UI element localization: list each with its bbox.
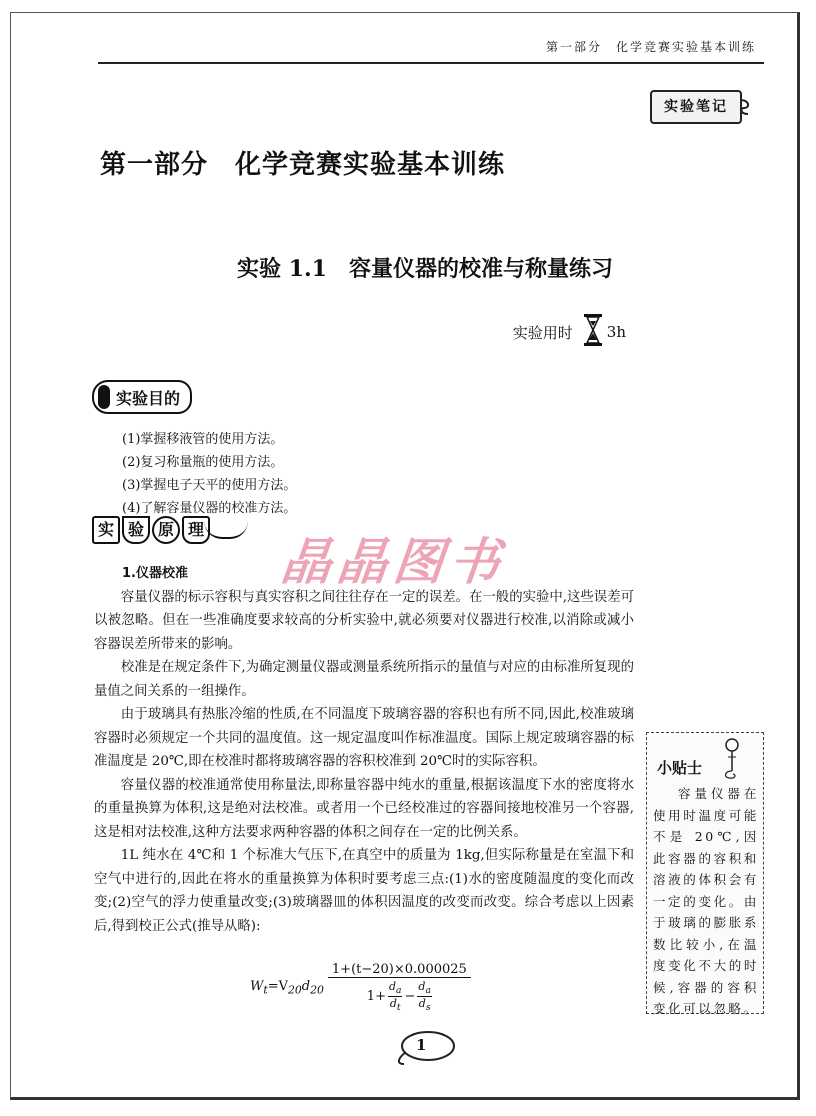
body-paragraph: 容量仪器的标示容积与真实容积之间往往存在一定的误差。在一般的实验中,这些误差可以被忽略。但在一些准确度要求较高的分析实验中,就必须要对仪器进行校准,以消除或减小容器误差所带来的影响。 — [94, 589, 634, 652]
principle-heading — [92, 516, 248, 544]
principle-body — [94, 562, 634, 938]
objective-item: (3)掌握电子天平的使用方法。 — [122, 478, 297, 493]
body-paragraph: 1L 纯水在 4℃和 1 个标准大气压下,在真空中的质量为 1kg,但实际称量是在室温下和空气中进行的,因此在将水的重量换算为体积时要考虑三点:(1)水的密度随温度的变化而改变;(2)空气的浮力使重量改变;(3)玻璃器皿的体积因温度的改变而改变。综合考虑以上因素后,得到校正公式(推导从略): — [94, 848, 634, 934]
running-header — [98, 30, 764, 64]
page-number-badge — [394, 1028, 458, 1068]
objective-item: (2)复习称量瓶的使用方法。 — [122, 455, 284, 470]
part-title: 第一部分 化学竞赛实验基本训练 — [100, 150, 506, 180]
objectives-heading — [92, 380, 192, 414]
scroll-curl-icon — [738, 98, 752, 120]
formula-numerator: 1+(t−20)×0.000025 — [328, 962, 471, 978]
experiment-notes-badge — [642, 86, 752, 126]
running-title: 第一部分 化学竞赛实验基本训练 — [545, 40, 756, 54]
watermark: 晶晶图书 — [278, 532, 509, 591]
experiment-title: 实验 1.1 容量仪器的校准与称量练习 — [237, 256, 613, 282]
flask-char-3: 原 — [152, 516, 180, 544]
objectives-heading-text: 实验目的 — [116, 388, 181, 408]
hourglass-icon — [583, 313, 603, 351]
page-number: 1 — [416, 1036, 427, 1054]
flask-char-1: 实 — [92, 516, 120, 544]
objective-item: (4)了解容量仪器的校准方法。 — [122, 501, 297, 516]
flask-char-4: 理 — [182, 516, 210, 544]
principle-heading-chars — [92, 516, 210, 544]
lightbulb-icon — [719, 737, 745, 785]
objectives-list — [122, 428, 296, 520]
notes-badge-label: 实验笔记 — [650, 90, 742, 124]
flask-char-2: 验 — [122, 516, 150, 544]
tip-text: 容量仪器在使用时温度可能不是 20℃,因此容器的容积和溶液的体积会有一定的变化。由于玻璃的膨胀系数比较小,在温度变化不大的时候,容器的容积变化可以忽略。 — [653, 786, 759, 1016]
formula-fraction — [328, 962, 471, 1013]
tip-box — [646, 732, 764, 1014]
body-paragraph: 由于玻璃具有热胀冷缩的性质,在不同温度下玻璃容器的容积也有所不同,因此,校准玻璃容器时必须规定一个共同的温度值。这一规定温度叫作标准温度。国际上规定玻璃容器的标准温度是 20℃,即在校准时都将玻璃容器的容积校准到 20℃时的实际容积。 — [94, 707, 634, 769]
time-value: 3h — [606, 323, 626, 341]
formula-denominator: 1+ $\frac{d_a}{d_t}$ − $\frac{d_a}{d_s}$ — [366, 980, 431, 1014]
body-paragraph: 校准是在规定条件下,为确定测量仪器或测量系统所指示的量值与对应的由标准所复现的量值之间关系的一组操作。 — [94, 660, 634, 699]
time-label: 实验用时 — [512, 323, 573, 342]
body-paragraph: 容量仪器的校准通常使用称量法,即称量容器中纯水的重量,根据该温度下水的密度将水的重量换算为体积,这是绝对法校准。或者用一个已经校准过的容器间接地校准另一个容器,这是相对法校准,这种方法要求两种容器的体积之间存在一定的比例关系。 — [94, 777, 634, 840]
banner-curl-icon — [204, 521, 248, 539]
tip-title: 小贴士 — [657, 759, 703, 777]
experiment-title-row — [0, 252, 720, 283]
objectives-banner — [92, 380, 192, 414]
experiment-time — [513, 312, 626, 352]
objective-item: (1)掌握移液管的使用方法。 — [122, 432, 284, 447]
banner-pill-icon — [98, 385, 110, 409]
principle-subheading: 1.仪器校准 — [122, 566, 188, 581]
calibration-formula — [250, 962, 471, 1013]
formula-lhs: $W_t=V_{20}d_{20}$ — [250, 978, 324, 997]
header-rule — [98, 62, 764, 64]
